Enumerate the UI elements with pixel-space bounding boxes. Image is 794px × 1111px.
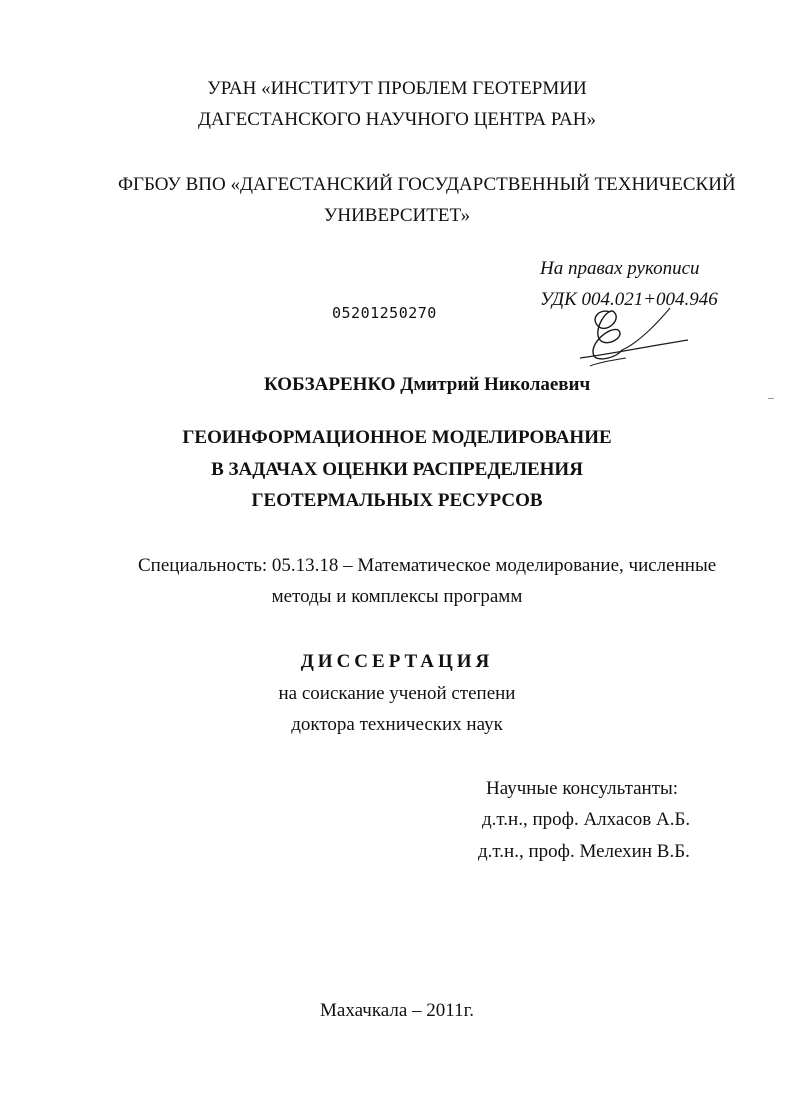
org2-line2: УНИВЕРСИТЕТ» — [323, 205, 471, 226]
dissertation-heading: ДИССЕРТАЦИЯ — [300, 651, 494, 672]
org1-line2: ДАГЕСТАНСКОГО НАУЧНОГО ЦЕНТРА РАН» — [198, 109, 596, 130]
scan-speck — [768, 398, 774, 399]
place-year: Махачкала – 2011г. — [320, 1000, 474, 1021]
org2-line1: ФГБОУ ВПО «ДАГЕСТАНСКИЙ ГОСУДАРСТВЕННЫЙ ТЕХНИЧЕСКИЙ — [118, 174, 736, 195]
degree-line2: доктора технических наук — [291, 714, 503, 735]
consultant-2: д.т.н., проф. Мелехин В.Б. — [478, 841, 690, 862]
consultants-label: Научные консультанты: — [486, 778, 679, 799]
specialty-line1: Специальность: 05.13.18 – Математическое моделирование, численные — [138, 555, 717, 576]
handwritten-signature — [570, 300, 700, 380]
title-line1: ГЕОИНФОРМАЦИОННОЕ МОДЕЛИРОВАНИЕ — [182, 427, 612, 448]
title-line2: В ЗАДАЧАХ ОЦЕНКИ РАСПРЕДЕЛЕНИЯ — [211, 459, 583, 480]
udc-code: УДК 004.021+004.946 — [540, 289, 718, 310]
catalog-number: 05201250270 — [332, 304, 437, 322]
consultant-1: д.т.н., проф. Алхасов А.Б. — [482, 809, 691, 830]
title-line3: ГЕОТЕРМАЛЬНЫХ РЕСУРСОВ — [251, 490, 543, 511]
degree-line1: на соискание ученой степени — [278, 683, 516, 704]
specialty-line2: методы и комплексы программ — [271, 586, 523, 607]
org1-line1: УРАН «ИНСТИТУТ ПРОБЛЕМ ГЕОТЕРМИИ — [207, 78, 587, 99]
manuscript-rights: На правах рукописи — [540, 258, 700, 279]
author-name: КОБЗАРЕНКО Дмитрий Николаевич — [264, 374, 591, 395]
